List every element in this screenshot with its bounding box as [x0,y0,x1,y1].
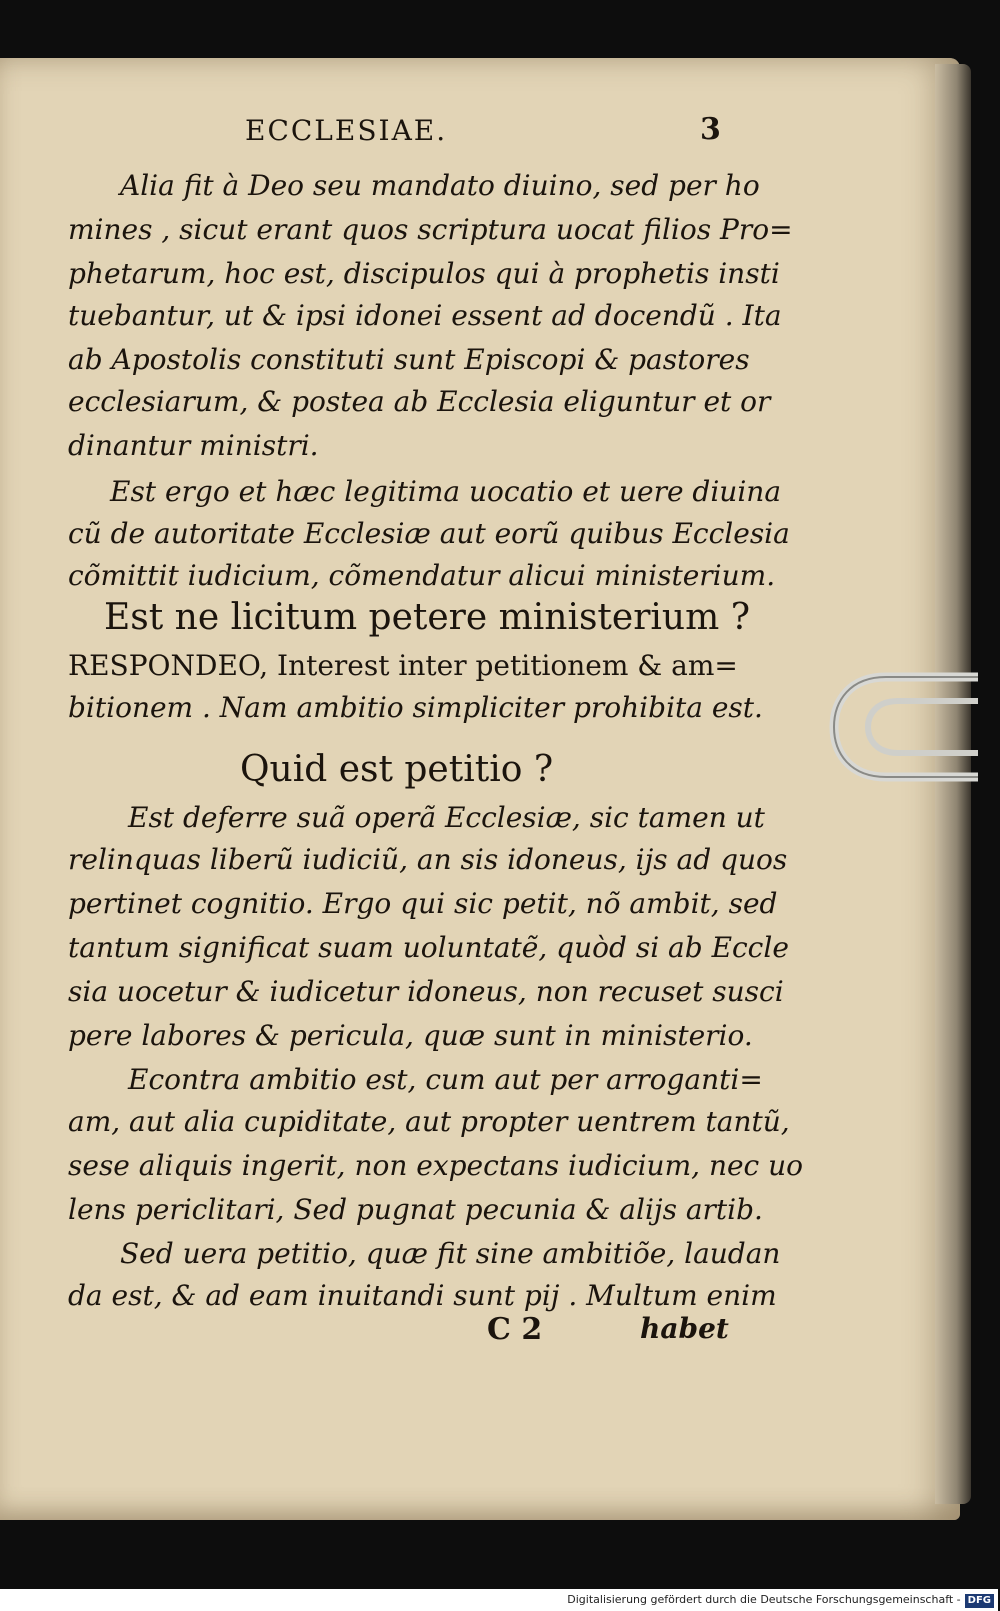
running-title: ECCLESIAE. [245,114,448,147]
text-line: tantum significat suam uoluntatẽ, quòd si ab Eccle [68,931,789,964]
text-line: ecclesiarum, & postea ab Ecclesia eliguntur et or [68,385,771,418]
text-line: pere labores & pericula, quæ sunt in ministerio. [68,1019,753,1052]
text-line: cũ de autoritate Ecclesiæ aut eorũ quibus Ecclesia [68,517,790,550]
text-line: sia uocetur & iudicetur idoneus, non recuset susci [68,975,784,1008]
folio-number: 3 [700,112,721,147]
text-line: dinantur ministri. [68,429,319,462]
text-line: cõmittit iudicium, cõmendatur alicui ministerium. [68,559,776,592]
text-line: tuebantur, ut & ipsi idonei essent ad docendũ . Ita [68,299,782,332]
text-line: bitionem . Nam ambitio simpliciter prohibita est. [68,691,763,724]
text-line: Econtra ambitio est, cum aut per arroganti= [128,1063,763,1096]
signature-mark: C 2 [487,1312,543,1347]
text-line: Alia fit à Deo seu mandato diuino, sed per ho [120,169,760,202]
paperclip-icon [828,657,978,797]
text-line: relinquas liberũ iudiciũ, an sis idoneus, ijs ad quos [68,843,788,876]
catchword: habet [640,1312,729,1345]
text-line: am, aut alia cupiditate, aut propter uentrem tantũ, [68,1105,790,1138]
question-heading: Est ne licitum petere ministerium ? [104,597,750,638]
text-line: Sed uera petitio, quæ fit sine ambitiõe, laudan [120,1237,781,1270]
footer-bar [0,1589,998,1611]
text-line: Est ergo et hæc legitima uocatio et uere diuina [110,475,782,508]
text-line: Est deferre suã operã Ecclesiæ, sic tamen ut [128,801,765,834]
dfg-logo: DFG [965,1594,994,1608]
text-line: RESPONDEO, Interest inter petitionem & am= [68,649,738,682]
text-line: da est, & ad eam inuitandi sunt pij . Multum enim [68,1279,777,1312]
text-line: ab Apostolis constituti sunt Episcopi & pastores [68,343,750,376]
text-line: mines , sicut erant quos scriptura uocat filios Pro= [68,213,793,246]
text-line: lens periclitari, Sed pugnat pecunia & alijs artib. [68,1193,763,1226]
question-heading: Quid est petitio ? [240,749,554,790]
footer-credit: Digitalisierung gefördert durch die Deutsche Forschungsgemeinschaft - [567,1593,961,1606]
text-line: sese aliquis ingerit, non expectans iudicium, nec uo [68,1149,804,1182]
text-line: phetarum, hoc est, discipulos qui à prophetis insti [68,257,780,290]
text-line: pertinet cognitio. Ergo qui sic petit, nõ ambit, sed [68,887,778,920]
